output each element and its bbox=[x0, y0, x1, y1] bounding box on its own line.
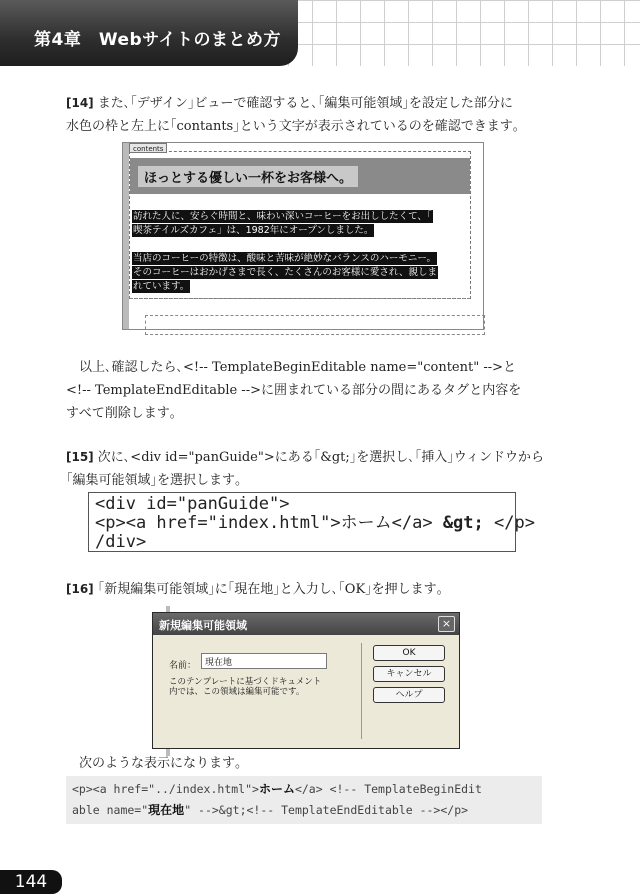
region-divider bbox=[130, 298, 470, 299]
code-line-2 bbox=[95, 513, 535, 533]
code-line-2-start: <p><a href="index.html">ホーム</a> bbox=[95, 513, 443, 533]
step-15-line2: ｢編集可能領域｣を選択します｡ bbox=[66, 473, 242, 488]
step-14-paragraph bbox=[66, 92, 566, 138]
step-number: [15] bbox=[66, 450, 94, 464]
help-button[interactable]: ヘルプ bbox=[373, 687, 445, 703]
result-intro: 次のような表示になります｡ bbox=[66, 756, 242, 771]
para2-line2: そのコーヒーはおかげさまで長く、たくさんのお客様に愛され、親しま bbox=[133, 267, 438, 278]
para1-line2: 喫茶テイルズカフェ」は、1982年にオープンしました。 bbox=[133, 225, 374, 236]
snippet-line-1 bbox=[72, 779, 536, 800]
content-heading: ほっとする優しい一杯をお客様へ。 bbox=[138, 166, 358, 187]
para1-line1: 訪れた人に、安らぐ時間と、味わい深いコーヒーをお出ししたくて、「 bbox=[133, 211, 432, 222]
snippet-line1-end: </a> <!-- TemplateBeginEdit bbox=[294, 782, 482, 796]
ok-button[interactable]: OK bbox=[373, 645, 445, 661]
body1-line3: すべて削除します｡ bbox=[66, 406, 177, 421]
step-16-paragraph bbox=[66, 578, 566, 601]
code-line-2-end: </p> bbox=[483, 513, 535, 533]
body1-line1: 以上､確認したら､<!-- TemplateBeginEditable name="content" -->と bbox=[66, 360, 517, 375]
close-icon[interactable]: × bbox=[438, 616, 455, 632]
chapter-title: 第4章 Webサイトのまとめ方 bbox=[34, 30, 281, 50]
desc-line1: このテンプレートに基づくドキュメント bbox=[169, 677, 322, 687]
snippet-line2-location: 現在地 bbox=[148, 803, 185, 817]
snippet-line1-home: ホーム bbox=[258, 782, 295, 796]
code-selected-gt: &gt; bbox=[442, 513, 484, 533]
selected-paragraph-1 bbox=[132, 210, 470, 238]
step-14-line2: 水色の枠と左上に｢contants｣という文字が表示されているのを確認できます｡ bbox=[66, 119, 520, 134]
delete-instruction-paragraph bbox=[66, 356, 566, 425]
page-header bbox=[0, 0, 640, 66]
code-line-1: <div id="panGuide"> bbox=[95, 494, 290, 514]
result-code-snippet bbox=[66, 776, 542, 824]
step-number: [14] bbox=[66, 96, 94, 110]
step-15-paragraph bbox=[66, 446, 566, 492]
dialog-description bbox=[169, 677, 349, 697]
chapter-tab bbox=[0, 0, 298, 66]
step-number: [16] bbox=[66, 582, 94, 596]
region-tag-label: contents bbox=[129, 143, 167, 153]
cancel-button[interactable]: キャンセル bbox=[373, 666, 445, 682]
region-name-input[interactable] bbox=[201, 653, 327, 669]
step-16-text: ｢新規編集可能領域｣に｢現在地｣と入力し､｢OK｣を押します｡ bbox=[93, 582, 444, 597]
dialog-title: 新規編集可能領域 bbox=[159, 619, 247, 632]
dialog-separator bbox=[361, 643, 362, 739]
code-view-screenshot bbox=[88, 492, 535, 552]
desc-line2: 内では、この領域は編集可能です。 bbox=[169, 687, 305, 697]
code-line-3: /div> bbox=[95, 532, 147, 552]
para2-line3: れています。 bbox=[133, 281, 190, 292]
step-15-line1: 次に､<div id="panGuide">にある｢&gt;｣を選択し､｢挿入｣ウィンドウから bbox=[93, 450, 544, 465]
snippet-line1-start: <p><a href="../index.html"> bbox=[72, 782, 259, 796]
next-region-frame bbox=[145, 315, 485, 335]
step-14-line1: また､｢デザイン｣ビューで確認すると､｢編集可能領域｣を設定した部分に bbox=[93, 96, 513, 111]
snippet-line2-start: able name=" bbox=[72, 803, 149, 817]
snippet-line2-end: " -->&gt;<!-- TemplateEndEditable --></p> bbox=[184, 803, 469, 817]
snippet-line-2 bbox=[72, 800, 536, 821]
body1-line2: <!-- TemplateEndEditable -->に囲まれている部分の間にあるタグと内容を bbox=[66, 383, 522, 398]
design-view-screenshot bbox=[122, 142, 484, 330]
editable-region-frame bbox=[129, 151, 471, 299]
dialog-titlebar bbox=[153, 613, 459, 635]
heading-bar bbox=[130, 158, 470, 194]
para2-line1: 当店のコーヒーの特徴は、酸味と苦味が絶妙なバランスのハーモニー。 bbox=[133, 253, 436, 264]
selected-paragraph-2 bbox=[132, 252, 470, 294]
new-editable-region-dialog bbox=[152, 612, 460, 749]
page-number: 144 bbox=[0, 870, 62, 894]
name-label: 名前： bbox=[169, 661, 197, 671]
